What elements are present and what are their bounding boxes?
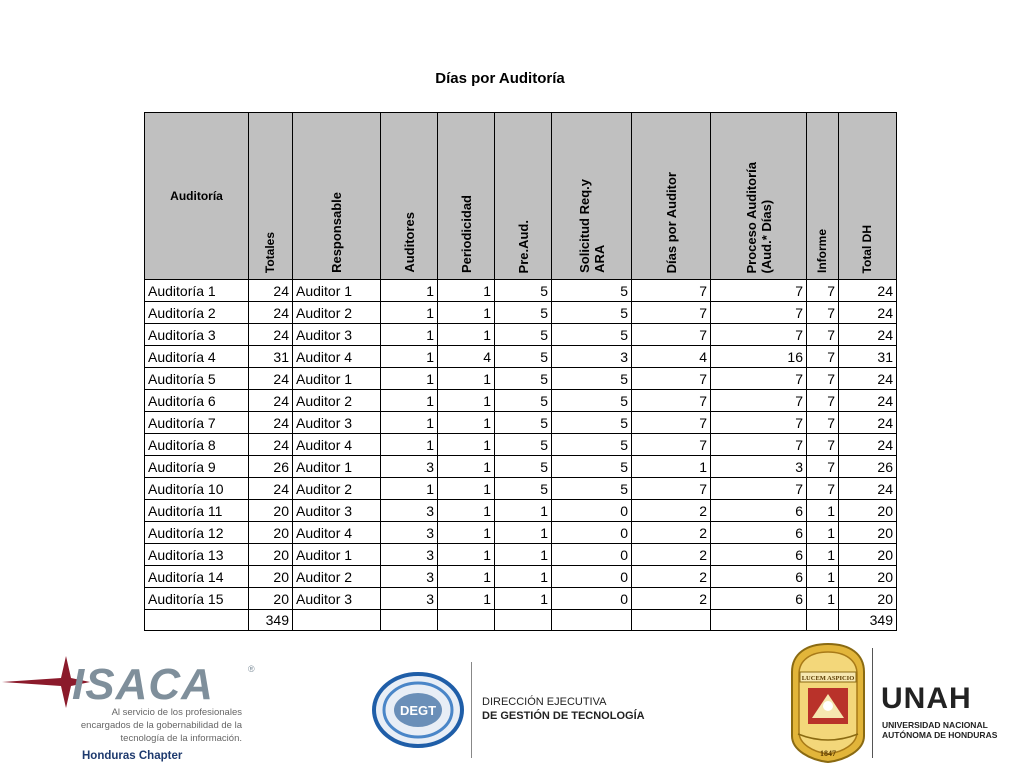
cell-total-dh: 31	[839, 346, 897, 368]
cell-pre-aud: 5	[495, 324, 552, 346]
header-pre-aud-label: Pre.Aud.	[515, 219, 531, 273]
cell-solicitud: 0	[552, 566, 632, 588]
cell-total-dh: 24	[839, 302, 897, 324]
table-row	[145, 456, 897, 478]
isaca-tagline-3: tecnología de la información.	[120, 733, 242, 744]
cell-solicitud: 0	[552, 588, 632, 610]
cell-solicitud: 3	[552, 346, 632, 368]
totals-cell-empty	[381, 610, 438, 631]
cell-auditoria: Auditoría 5	[145, 368, 249, 390]
cell-responsable: Auditor 2	[293, 302, 381, 324]
cell-responsable: Auditor 1	[293, 368, 381, 390]
cell-auditoria: Auditoría 6	[145, 390, 249, 412]
cell-responsable: Auditor 4	[293, 346, 381, 368]
header-solicitud-label	[577, 179, 607, 273]
degt-globe-icon	[370, 670, 466, 750]
cell-pre-aud: 1	[495, 588, 552, 610]
cell-proceso: 7	[711, 324, 807, 346]
cell-totales: 24	[249, 390, 293, 412]
table-row	[145, 500, 897, 522]
totals-cell-empty	[495, 610, 552, 631]
cell-totales: 24	[249, 412, 293, 434]
cell-informe: 1	[807, 566, 839, 588]
cell-informe: 7	[807, 280, 839, 302]
header-responsable-label: Responsable	[329, 192, 344, 273]
cell-periodicidad: 1	[438, 368, 495, 390]
degt-logo	[370, 662, 690, 762]
cell-solicitud: 0	[552, 500, 632, 522]
header-informe-label: Informe	[815, 228, 829, 273]
totals-cell-empty	[552, 610, 632, 631]
cell-responsable: Auditor 1	[293, 280, 381, 302]
totals-cell-empty	[632, 610, 711, 631]
header-periodicidad-label: Periodicidad	[458, 194, 474, 273]
degt-line-2: DE GESTIÓN DE TECNOLOGÍA	[482, 710, 645, 722]
cell-auditoria: Auditoría 12	[145, 522, 249, 544]
cell-responsable: Auditor 3	[293, 588, 381, 610]
totals-cell-empty	[807, 610, 839, 631]
cell-dias-por-auditor: 7	[632, 390, 711, 412]
degt-line-1: DIRECCIÓN EJECUTIVA	[482, 696, 607, 708]
cell-totales: 24	[249, 478, 293, 500]
cell-totales: 20	[249, 566, 293, 588]
table-row	[145, 390, 897, 412]
cell-informe: 7	[807, 478, 839, 500]
cell-informe: 7	[807, 368, 839, 390]
header-total-dh	[839, 113, 897, 280]
cell-informe: 1	[807, 544, 839, 566]
cell-total-dh: 20	[839, 522, 897, 544]
table-row	[145, 346, 897, 368]
cell-periodicidad: 1	[438, 522, 495, 544]
cell-informe: 1	[807, 588, 839, 610]
cell-dias-por-auditor: 7	[632, 302, 711, 324]
cell-solicitud: 5	[552, 434, 632, 456]
unah-logo	[786, 642, 1024, 768]
cell-totales: 26	[249, 456, 293, 478]
header-auditoria: Auditoría	[145, 113, 249, 280]
cell-dias-por-auditor: 7	[632, 368, 711, 390]
cell-proceso: 6	[711, 522, 807, 544]
unah-seal-year: 1847	[820, 749, 836, 758]
cell-auditoria: Auditoría 7	[145, 412, 249, 434]
table-row	[145, 368, 897, 390]
cell-periodicidad: 1	[438, 478, 495, 500]
cell-proceso: 3	[711, 456, 807, 478]
cell-auditoria: Auditoría 13	[145, 544, 249, 566]
cell-proceso: 7	[711, 390, 807, 412]
cell-informe: 7	[807, 324, 839, 346]
cell-periodicidad: 1	[438, 324, 495, 346]
cell-totales: 24	[249, 368, 293, 390]
unah-divider	[872, 648, 873, 758]
header-dias-por-auditor	[632, 113, 711, 280]
degt-emblem-text: DEGT	[399, 703, 437, 718]
header-informe	[807, 113, 839, 280]
cell-pre-aud: 5	[495, 456, 552, 478]
cell-pre-aud: 1	[495, 522, 552, 544]
header-periodicidad	[438, 113, 495, 280]
cell-pre-aud: 5	[495, 390, 552, 412]
isaca-chapter: Honduras Chapter	[82, 750, 183, 762]
cell-responsable: Auditor 3	[293, 324, 381, 346]
cell-auditoria: Auditoría 10	[145, 478, 249, 500]
cell-auditores: 1	[381, 478, 438, 500]
cell-solicitud: 5	[552, 412, 632, 434]
table-row	[145, 412, 897, 434]
table-row	[145, 544, 897, 566]
cell-pre-aud: 1	[495, 566, 552, 588]
cell-auditoria: Auditoría 1	[145, 280, 249, 302]
cell-proceso: 7	[711, 368, 807, 390]
cell-periodicidad: 1	[438, 390, 495, 412]
cell-pre-aud: 1	[495, 500, 552, 522]
header-proceso-label	[744, 162, 774, 273]
cell-total-dh: 26	[839, 456, 897, 478]
cell-total-dh: 24	[839, 412, 897, 434]
cell-periodicidad: 1	[438, 412, 495, 434]
cell-proceso: 16	[711, 346, 807, 368]
cell-auditores: 3	[381, 588, 438, 610]
table-row	[145, 522, 897, 544]
cell-totales: 24	[249, 324, 293, 346]
cell-dias-por-auditor: 7	[632, 324, 711, 346]
unah-wordmark: UNAH	[881, 682, 972, 715]
cell-auditores: 1	[381, 434, 438, 456]
cell-periodicidad: 4	[438, 346, 495, 368]
cell-auditores: 1	[381, 280, 438, 302]
header-proceso-line2: (Aud.* Días)	[758, 199, 774, 273]
cell-auditores: 1	[381, 302, 438, 324]
cell-auditores: 3	[381, 544, 438, 566]
cell-pre-aud: 5	[495, 368, 552, 390]
isaca-tagline-1: Al servicio de los profesionales	[111, 707, 242, 718]
header-solicitud-line2: ARA	[591, 244, 607, 273]
cell-proceso: 7	[711, 302, 807, 324]
header-solicitud-line1: Solicitud Req.y	[576, 179, 592, 273]
cell-solicitud: 5	[552, 456, 632, 478]
cell-periodicidad: 1	[438, 500, 495, 522]
cell-dias-por-auditor: 1	[632, 456, 711, 478]
table-row	[145, 588, 897, 610]
cell-total-dh: 24	[839, 390, 897, 412]
cell-informe: 7	[807, 412, 839, 434]
cell-totales: 24	[249, 302, 293, 324]
cell-auditores: 1	[381, 390, 438, 412]
table-row	[145, 280, 897, 302]
cell-solicitud: 5	[552, 324, 632, 346]
table-row	[145, 434, 897, 456]
table-row	[145, 324, 897, 346]
cell-proceso: 6	[711, 566, 807, 588]
cell-dias-por-auditor: 4	[632, 346, 711, 368]
cell-dias-por-auditor: 7	[632, 412, 711, 434]
cell-auditores: 1	[381, 412, 438, 434]
cell-dias-por-auditor: 2	[632, 588, 711, 610]
isaca-registered-mark: ®	[248, 664, 255, 674]
cell-auditoria: Auditoría 14	[145, 566, 249, 588]
totals-cell-empty	[438, 610, 495, 631]
cell-periodicidad: 1	[438, 434, 495, 456]
header-totales	[249, 113, 293, 280]
cell-responsable: Auditor 1	[293, 544, 381, 566]
cell-total-dh: 20	[839, 500, 897, 522]
cell-solicitud: 0	[552, 544, 632, 566]
cell-totales: 20	[249, 544, 293, 566]
cell-auditoria: Auditoría 8	[145, 434, 249, 456]
table-header-row	[145, 113, 897, 280]
cell-proceso: 6	[711, 588, 807, 610]
cell-dias-por-auditor: 7	[632, 434, 711, 456]
cell-totales: 20	[249, 522, 293, 544]
cell-responsable: Auditor 1	[293, 456, 381, 478]
cell-periodicidad: 1	[438, 280, 495, 302]
cell-solicitud: 5	[552, 302, 632, 324]
cell-pre-aud: 5	[495, 302, 552, 324]
cell-pre-aud: 1	[495, 544, 552, 566]
cell-periodicidad: 1	[438, 456, 495, 478]
cell-total-dh: 24	[839, 280, 897, 302]
cell-informe: 7	[807, 456, 839, 478]
cell-total-dh: 24	[839, 324, 897, 346]
cell-responsable: Auditor 4	[293, 522, 381, 544]
cell-solicitud: 5	[552, 280, 632, 302]
cell-informe: 7	[807, 302, 839, 324]
header-auditores-label: Auditores	[401, 212, 417, 273]
isaca-wordmark: ISACA	[72, 660, 214, 709]
cell-solicitud: 5	[552, 390, 632, 412]
cell-informe: 1	[807, 522, 839, 544]
cell-total-dh: 24	[839, 368, 897, 390]
unah-subtitle-1: UNIVERSIDAD NACIONAL	[882, 720, 988, 730]
cell-pre-aud: 5	[495, 478, 552, 500]
degt-divider	[471, 662, 472, 758]
cell-informe: 7	[807, 346, 839, 368]
cell-pre-aud: 5	[495, 412, 552, 434]
cell-auditores: 1	[381, 368, 438, 390]
cell-responsable: Auditor 2	[293, 478, 381, 500]
cell-auditores: 3	[381, 456, 438, 478]
isaca-tagline	[0, 706, 242, 745]
header-total-dh-label: Total DH	[860, 224, 874, 273]
cell-totales: 24	[249, 280, 293, 302]
cell-proceso: 7	[711, 478, 807, 500]
cell-totales: 20	[249, 500, 293, 522]
cell-auditoria: Auditoría 9	[145, 456, 249, 478]
header-pre-aud	[495, 113, 552, 280]
totals-cell-total-dh: 349	[839, 610, 897, 631]
cell-totales: 20	[249, 588, 293, 610]
header-proceso	[711, 113, 807, 280]
header-totales-label: Totales	[263, 231, 277, 273]
unah-subtitle-2: AUTÓNOMA DE HONDURAS	[882, 730, 998, 740]
cell-dias-por-auditor: 2	[632, 522, 711, 544]
cell-responsable: Auditor 2	[293, 566, 381, 588]
cell-dias-por-auditor: 2	[632, 544, 711, 566]
isaca-logo	[0, 652, 270, 768]
cell-total-dh: 20	[839, 588, 897, 610]
cell-pre-aud: 5	[495, 280, 552, 302]
cell-proceso: 6	[711, 500, 807, 522]
cell-auditoria: Auditoría 2	[145, 302, 249, 324]
cell-total-dh: 20	[839, 566, 897, 588]
cell-auditores: 1	[381, 324, 438, 346]
cell-solicitud: 5	[552, 368, 632, 390]
cell-informe: 1	[807, 500, 839, 522]
cell-informe: 7	[807, 390, 839, 412]
cell-total-dh: 20	[839, 544, 897, 566]
cell-periodicidad: 1	[438, 588, 495, 610]
cell-totales: 31	[249, 346, 293, 368]
cell-solicitud: 5	[552, 478, 632, 500]
cell-periodicidad: 1	[438, 302, 495, 324]
unah-seal-icon	[788, 642, 868, 764]
cell-totales: 24	[249, 434, 293, 456]
cell-periodicidad: 1	[438, 544, 495, 566]
cell-pre-aud: 5	[495, 346, 552, 368]
cell-dias-por-auditor: 2	[632, 566, 711, 588]
isaca-tagline-2: encargados de la gobernabilidad de la	[80, 720, 242, 731]
unah-seal-banner: LUCEM ASPICIO	[801, 675, 855, 682]
table-body	[145, 280, 897, 610]
cell-auditores: 3	[381, 566, 438, 588]
header-auditores	[381, 113, 438, 280]
header-proceso-line1: Proceso Auditoría	[743, 161, 759, 273]
cell-auditoria: Auditoría 3	[145, 324, 249, 346]
cell-responsable: Auditor 3	[293, 412, 381, 434]
table-row	[145, 566, 897, 588]
cell-proceso: 7	[711, 280, 807, 302]
totals-cell-empty	[711, 610, 807, 631]
cell-auditores: 1	[381, 346, 438, 368]
cell-dias-por-auditor: 7	[632, 478, 711, 500]
cell-dias-por-auditor: 2	[632, 500, 711, 522]
cell-proceso: 7	[711, 434, 807, 456]
header-dias-por-auditor-label: Días por Auditor	[663, 171, 679, 273]
cell-auditoria: Auditoría 11	[145, 500, 249, 522]
totals-cell-auditoria	[145, 610, 249, 631]
cell-responsable: Auditor 4	[293, 434, 381, 456]
cell-total-dh: 24	[839, 434, 897, 456]
header-solicitud	[552, 113, 632, 280]
cell-total-dh: 24	[839, 478, 897, 500]
cell-dias-por-auditor: 7	[632, 280, 711, 302]
cell-pre-aud: 5	[495, 434, 552, 456]
totals-cell-totales: 349	[249, 610, 293, 631]
cell-informe: 7	[807, 434, 839, 456]
cell-auditoria: Auditoría 15	[145, 588, 249, 610]
cell-responsable: Auditor 3	[293, 500, 381, 522]
cell-responsable: Auditor 2	[293, 390, 381, 412]
cell-auditoria: Auditoría 4	[145, 346, 249, 368]
cell-auditores: 3	[381, 500, 438, 522]
cell-auditores: 3	[381, 522, 438, 544]
cell-periodicidad: 1	[438, 566, 495, 588]
page-title: Días por Auditoría	[435, 70, 565, 87]
table-row	[145, 478, 897, 500]
totals-cell-empty	[293, 610, 381, 631]
header-responsable	[293, 113, 381, 280]
table-row	[145, 302, 897, 324]
cell-solicitud: 0	[552, 522, 632, 544]
cell-proceso: 6	[711, 544, 807, 566]
totals-row	[145, 610, 897, 631]
cell-proceso: 7	[711, 412, 807, 434]
audit-days-table	[144, 112, 897, 631]
